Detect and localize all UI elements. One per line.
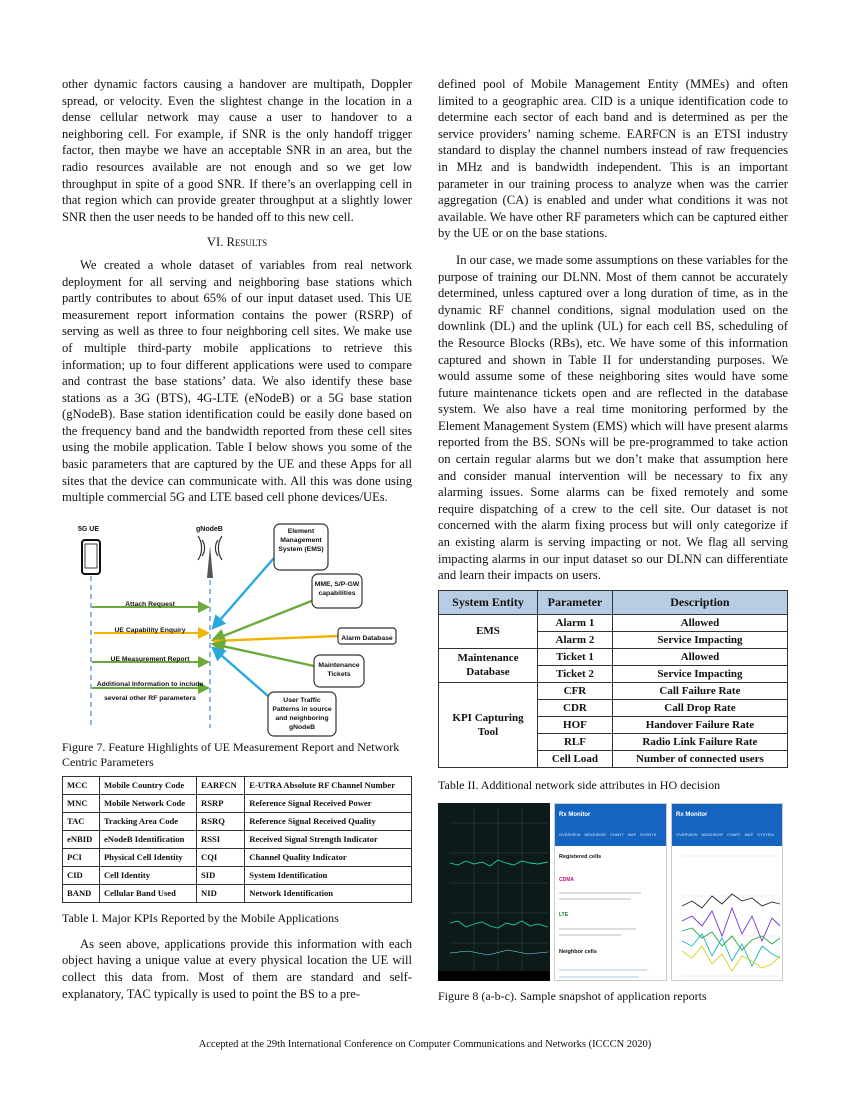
- table-cell: MCC: [63, 776, 100, 794]
- table-header: Description: [612, 590, 787, 614]
- figure-7-caption: Figure 7. Feature Highlights of UE Measurement Report and Network Centric Parameters: [62, 739, 400, 769]
- screenshot-a: [438, 803, 550, 981]
- table-1: [62, 776, 412, 903]
- tab-label[interactable]: NEIGHBOR: [701, 832, 723, 838]
- table-cell: PCI: [63, 848, 100, 866]
- table-cell: eNBID: [63, 830, 100, 848]
- tab-label[interactable]: SYSTEM: [757, 832, 774, 838]
- table-cell: Mobile Network Code: [99, 794, 196, 812]
- msg-additional-2: several other RF parameters: [104, 694, 196, 702]
- description-cell: Call Drop Rate: [612, 699, 787, 716]
- tab-bar[interactable]: [555, 826, 666, 846]
- table-cell: RSRQ: [197, 812, 245, 830]
- table-cell: Cellular Band Used: [99, 884, 196, 902]
- tab-label[interactable]: MAP: [744, 832, 754, 838]
- table-row: [63, 884, 412, 902]
- figure-8-screenshots: [438, 803, 783, 981]
- msg-additional-1: Additional Information to include: [96, 680, 204, 688]
- app-title: Rx Monitor: [672, 804, 782, 827]
- table-2: [438, 590, 788, 768]
- table-cell: Reference Signal Received Quality: [245, 812, 412, 830]
- registered-heading: Registered cells: [559, 854, 602, 860]
- parameter-cell: CFR: [538, 682, 613, 699]
- table-cell: CQI: [197, 848, 245, 866]
- description-cell: Call Failure Rate: [612, 682, 787, 699]
- description-cell: Allowed: [612, 648, 787, 665]
- screenshot-b: Rx Monitor OVERVIEW NEIGHBOR CHART MAP EVENTS Registered cells CDMA LTE Neighbor cells: [554, 803, 667, 981]
- alarm-db-box: Alarm Database: [341, 634, 393, 642]
- table-cell: NID: [197, 884, 245, 902]
- table-1-caption: Table I. Major KPIs Reported by the Mobile Applications: [62, 910, 339, 925]
- tab-label[interactable]: OVERVIEW: [559, 832, 581, 838]
- description-cell: Service Impacting: [612, 631, 787, 648]
- table-header: Parameter: [538, 590, 613, 614]
- table-cell: Received Signal Strength Indicator: [245, 830, 412, 848]
- table-row: [63, 812, 412, 830]
- description-cell: Handover Failure Rate: [612, 716, 787, 733]
- table-row: [63, 794, 412, 812]
- ue-label: 5G UE: [78, 525, 100, 533]
- parameter-cell: CDR: [538, 699, 613, 716]
- page-footer: Accepted at the 29th International Conference on Computer Communications and Networks (ICCCN 2020): [198, 1039, 652, 1050]
- paragraph: other dynamic factors causing a handover are multipath, Doppler spread, or velocity. Even the slightest change in the location in a dense cellular network may cause a user to handover to a neighboring cell. For example, if SNR is the only handoff trigger factor, then maybe we have an acceptable SNR in an area, but the radio resources available are not enough and so we get low throughput in spite of a good SNR. If there’s an overlapping cell in that region which can provide greater throughput at a slightly lower SNR then the user needs to be handed off to this new cell.: [62, 77, 412, 224]
- screenshot-c: [671, 803, 783, 981]
- table-cell: TAC: [63, 812, 100, 830]
- right-column: [438, 76, 788, 1004]
- table-2-caption: Table II. Additional network side attributes in HO decision: [438, 777, 721, 792]
- table-cell: EARFCN: [197, 776, 245, 794]
- tab-label[interactable]: OVERVIEW: [676, 832, 698, 838]
- description-cell: Radio Link Failure Rate: [612, 733, 787, 750]
- parameter-cell: Ticket 2: [538, 665, 613, 682]
- rsrp-chart: [672, 846, 782, 981]
- figure-8-caption: Figure 8 (a-b-c). Sample snapshot of application reports: [438, 988, 707, 1003]
- msg-capability: UE Capability Enquiry: [114, 626, 186, 634]
- table-cell: SID: [197, 866, 245, 884]
- table-row: [63, 776, 412, 794]
- table-cell: MNC: [63, 794, 100, 812]
- table-cell: CID: [63, 866, 100, 884]
- table-cell: E-UTRA Absolute RF Channel Number: [245, 776, 412, 794]
- msg-measurement: UE Measurement Report: [110, 655, 190, 663]
- description-cell: Number of connected users: [612, 750, 787, 767]
- app-title: Rx Monitor: [555, 804, 666, 827]
- table-cell: System Identification: [245, 866, 412, 884]
- tab-label[interactable]: CHART: [726, 832, 741, 838]
- table-row: [63, 866, 412, 884]
- table-row: [439, 648, 788, 665]
- table-cell: Channel Quality Indicator: [245, 848, 412, 866]
- msg-attach: Attach Request: [125, 600, 175, 608]
- table-cell: Tracking Area Code: [99, 812, 196, 830]
- system-entity-cell: Maintenance Database: [439, 648, 538, 682]
- description-cell: Allowed: [612, 614, 787, 631]
- signal-trace-chart: [438, 803, 550, 981]
- table-header-row: [439, 590, 788, 614]
- parameter-cell: HOF: [538, 716, 613, 733]
- traffic-box: User Traffic Patterns in source and neighboring gNodeB: [272, 696, 332, 731]
- antenna-tower-icon: [207, 546, 213, 578]
- table-cell: BAND: [63, 884, 100, 902]
- parameter-cell: Cell Load: [538, 750, 613, 767]
- tab-label[interactable]: NEIGHBOR: [584, 832, 606, 838]
- table-cell: Physical Cell Identity: [99, 848, 196, 866]
- system-entity-cell: EMS: [439, 614, 538, 648]
- table-cell: Cell Identity: [99, 866, 196, 884]
- paragraph: As seen above, applications provide this information with each object having a unique value at every physical location the UE will collect this data from. Most of them are standard and self-explanatory, TAC typically is used to point the BS to a pre-: [62, 936, 412, 1001]
- tab-label[interactable]: EVENTS: [640, 832, 657, 838]
- neighbor-heading: Neighbor cells: [559, 948, 597, 955]
- table-header: System Entity: [439, 590, 538, 614]
- ems-box: Element Management System (EMS): [278, 527, 324, 553]
- mme-box: MME, S/P-GW capabilities: [314, 580, 360, 597]
- description-cell: Service Impacting: [612, 665, 787, 682]
- table-row: [439, 682, 788, 699]
- table-row: [63, 848, 412, 866]
- table-cell: Mobile Country Code: [99, 776, 196, 794]
- table-row: [439, 614, 788, 631]
- maintenance-box: Maintenance Tickets: [318, 661, 360, 678]
- table-cell: eNodeB Identification: [99, 830, 196, 848]
- table-cell: RSRP: [197, 794, 245, 812]
- parameter-cell: Ticket 1: [538, 648, 613, 665]
- table-row: [63, 830, 412, 848]
- paragraph: We created a whole dataset of variables from real network deployment for all serving and neighboring base stations which partly contributes to about 65% of our input dataset used. This UE measurement report information contains the power (RSRP) of serving as well as three to four neighboring cell sites. We make use of multiple third-party mobile applications to retrieve this information; up to four different applications were used to compare and contrast the base stations’ data. We also identify these base stations as a 3G (BTS), 4G-LTE (eNodeB) or a 5G base station (gNodeB). Base station identification could be easily done based on the frequency band and the bandwidth reported from these cell sites using the mobile application. Table I below shows you some of the basic parameters that are captured by the UE and these Apps for all sites that the device can communicate with. All this was done using multiple commercial 5G and LTE based cell phone devices/UEs.: [62, 257, 412, 505]
- parameter-cell: Alarm 1: [538, 614, 613, 631]
- left-column: [62, 76, 412, 1002]
- table-cell: Reference Signal Received Power: [245, 794, 412, 812]
- parameter-cell: RLF: [538, 733, 613, 750]
- gnodeb-label: gNodeB: [196, 525, 223, 533]
- table-cell: Network Identification: [245, 884, 412, 902]
- tab-bar[interactable]: [672, 826, 782, 846]
- system-entity-cell: KPI Capturing Tool: [439, 682, 538, 767]
- paragraph: defined pool of Mobile Management Entity (MMEs) and often limited to a geographic area. CID is a unique identification code to determine each sector of each band and is determined as per the service providers’ naming scheme. EARFCN is an ETSI industry standard to display the channel numbers instead of raw frequencies in MHz and is bandwidth independent. This is an important parameter in our training process to analyze when was the carrier aggregation (CA) is enabled and under what conditions it was not available. We have other RF parameters which can be captured either by the UE or on the base stations.: [438, 77, 788, 241]
- table-cell: RSSI: [197, 830, 245, 848]
- tab-label[interactable]: MAP: [627, 832, 637, 838]
- section-heading: VI. Results: [206, 235, 268, 250]
- figure-7-diagram: [62, 516, 412, 738]
- tab-label[interactable]: CHART: [609, 832, 624, 838]
- parameter-cell: Alarm 2: [538, 631, 613, 648]
- paragraph: In our case, we made some assumptions on these variables for the purpose of training our DLNN. Most of them cannot be accurately determined, unless captured over a long duration of time, as in the dynamic RF channel conditions, signal modulation used on the downlink (DL) and the uplink (UL) for each cell BS, scheduling of the Resource Blocks (RBs), etc. We have some of this information captured and shown in Table II for understanding purposes. We would assume some of these neighboring sites would have some future maintenance tickets open and are reflected in the database system. We also have a real time monitoring performed by the Element Management System (EMS) which will have present alarms reported from the BS. SONs will be pre-programmed to take action on certain regular alarms but we don’t make that assumption here and consider manual intervention will be necessary to fix any alarming issues. Some alarms can be fixed remotely and some require dispatching of a crew to the cell site. Our dataset is not concerned with the alarm fixing process but will only categorize if an existing alarm is serving impacting or not. We flag all serving impacting alarms in our input dataset so our DLNN can differentiate and learn their impacts on users.: [438, 252, 788, 583]
